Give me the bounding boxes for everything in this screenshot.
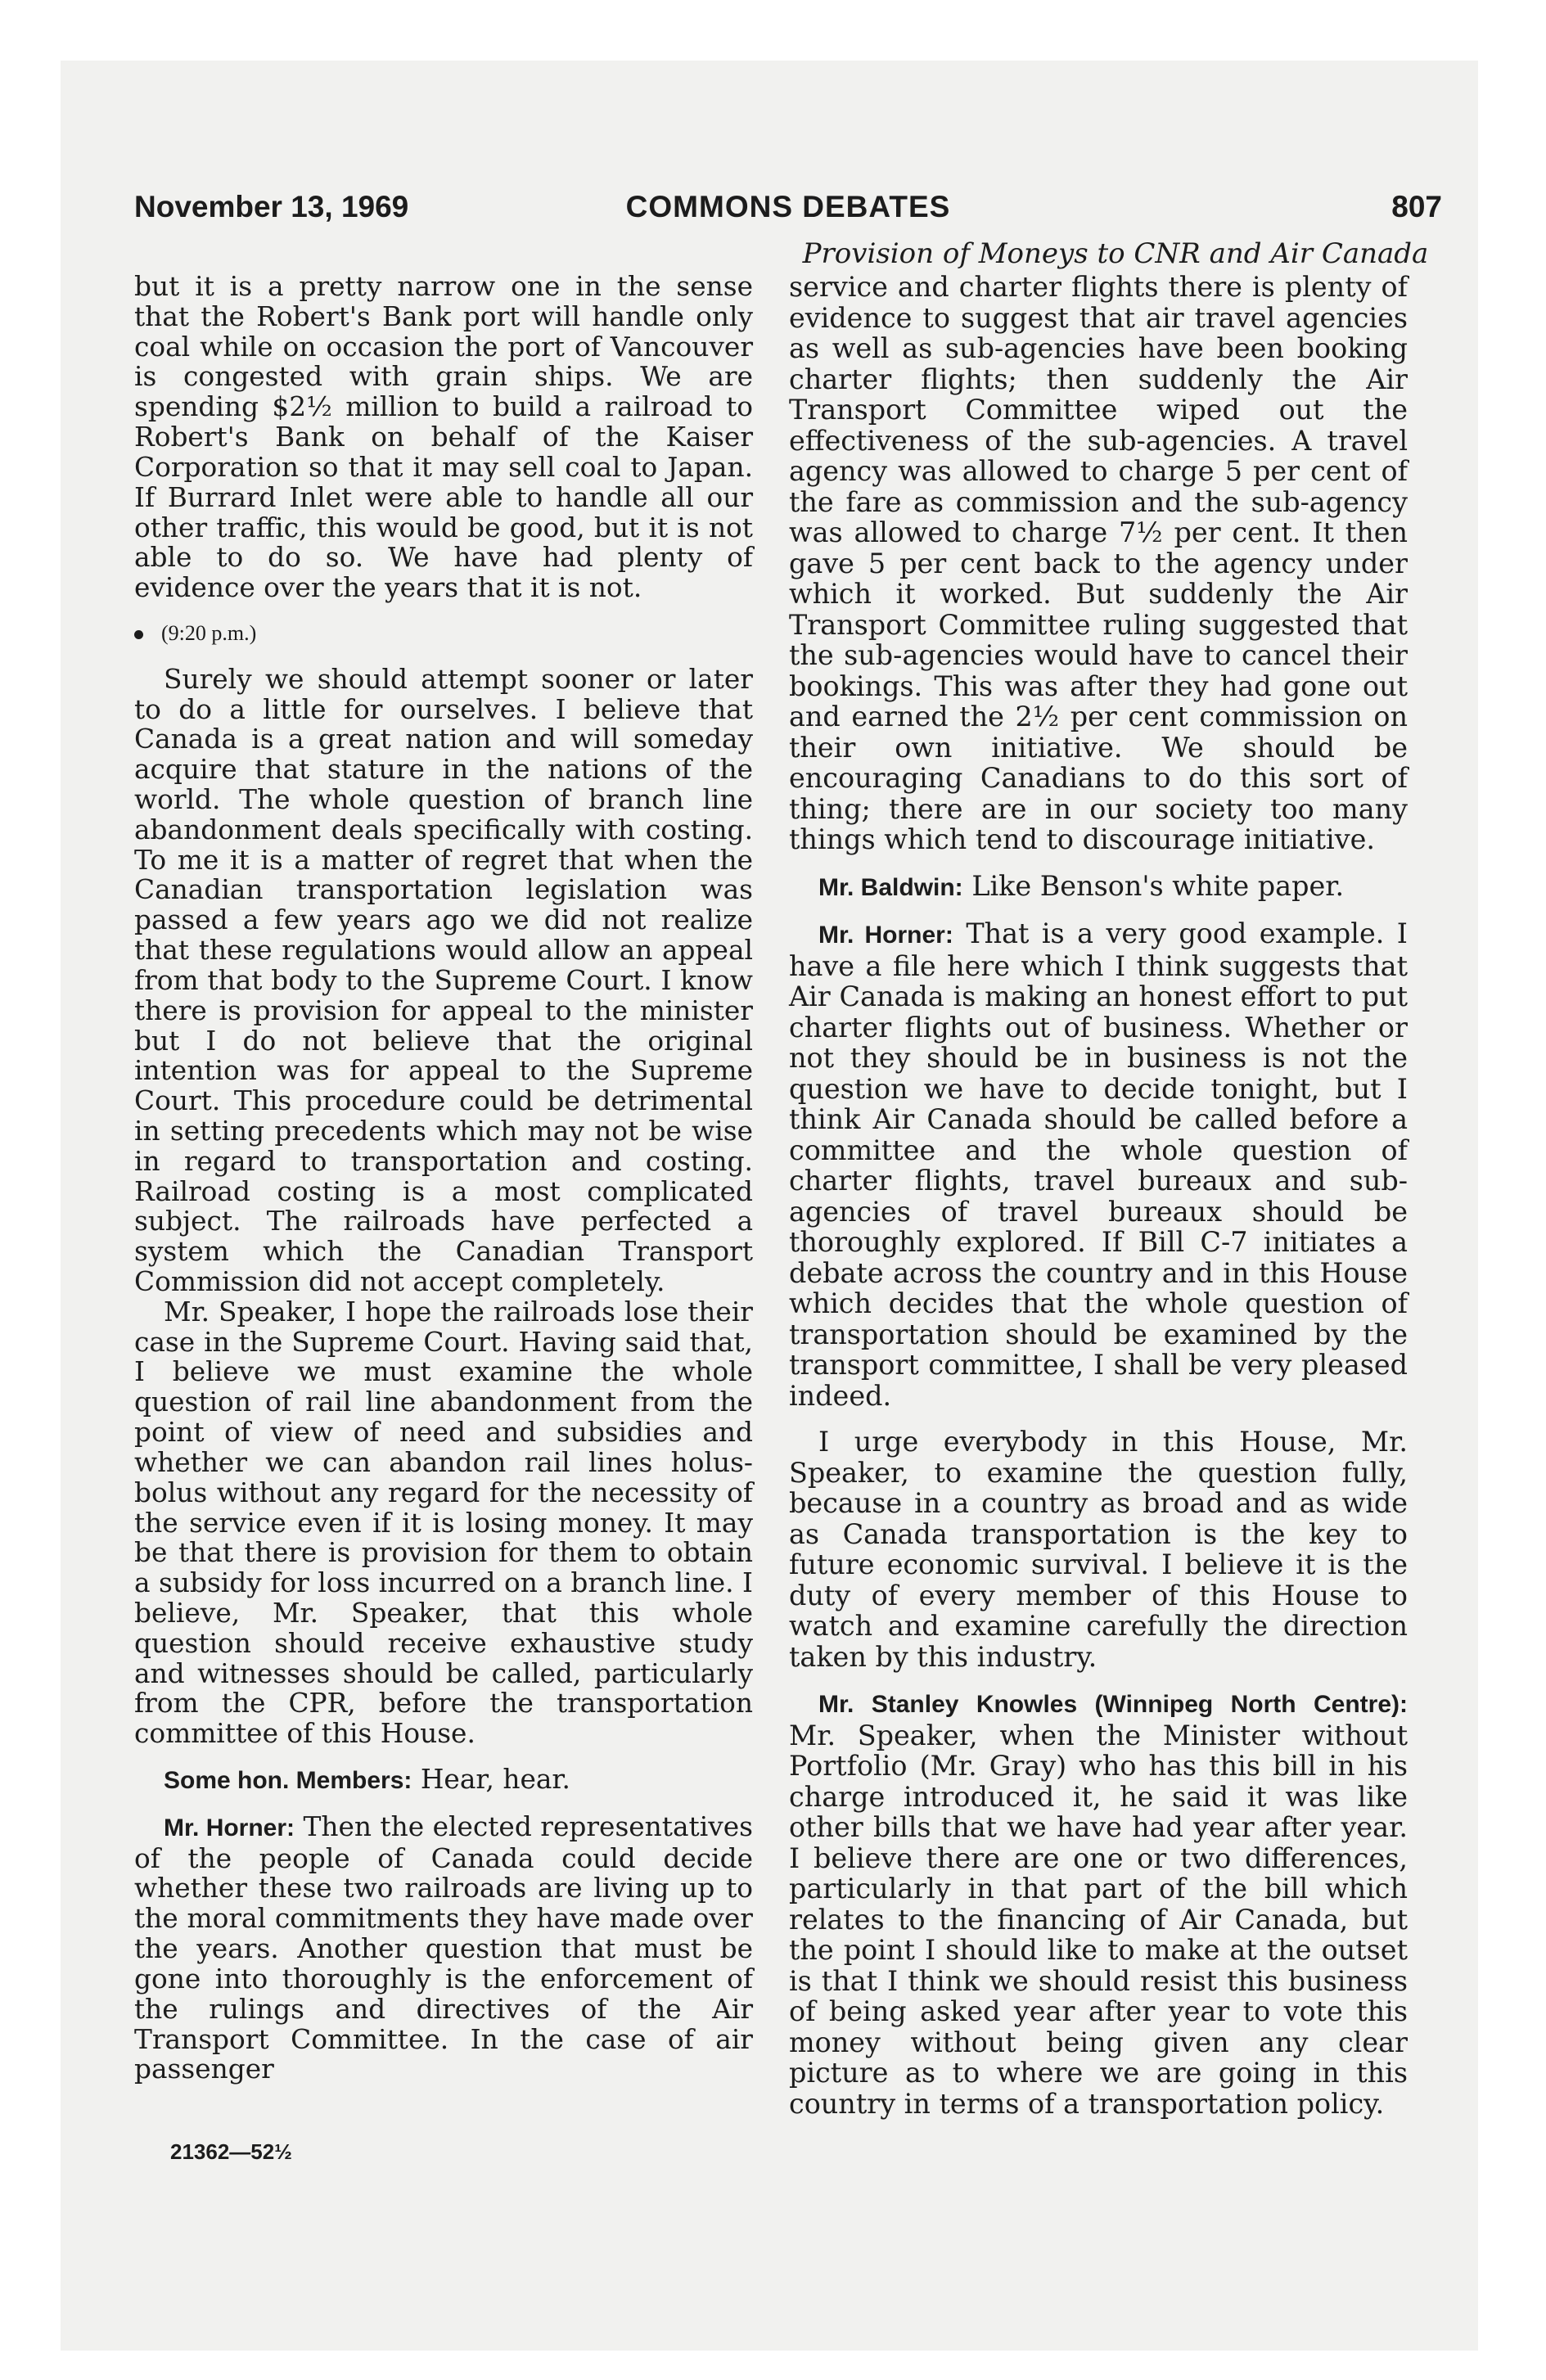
speaker-name: Some hon. Members: bbox=[164, 1767, 412, 1794]
speech-text: Hear, hear. bbox=[420, 1764, 570, 1795]
speaker-name: Mr. Baldwin: bbox=[818, 873, 963, 901]
running-head: Provision of Moneys to CNR and Air Canada bbox=[802, 237, 1429, 270]
footer-code: 21362—52½ bbox=[170, 2139, 292, 2164]
paragraph: Surely we should attempt sooner or later to do a little for ourselves. I believe that Canada is a great nation and will someday acquire that stature in the nations of the world. The whole question of branch line abandonment deals specifically with costing. To me it is a matter of regret that when the Canadian transportation legislation was passed a few years ago we did not realize that these regulations would allow an appeal from that body to the Supreme Court. I know there is provision for appeal to the minister but I do not believe that the original intention was for appeal to the Supreme Court. This procedure could be detrimental in setting precedents which may not be wise in regard to transportation and costing. Railroad costing is a most complicated subject. The railroads have perfected a system which the Canadian Transport Commission did not accept completely. bbox=[134, 663, 753, 1297]
page-number: 807 bbox=[1391, 190, 1442, 223]
speech bbox=[134, 1765, 753, 1796]
speaker-name: Mr. Horner: bbox=[818, 922, 953, 949]
speech bbox=[789, 1688, 1408, 2119]
speech-text: Like Benson's white paper. bbox=[971, 869, 1345, 902]
left-column bbox=[134, 272, 753, 2085]
paragraph: Mr. Speaker, I hope the railroads lose their case in the Supreme Court. Having said that, I believe we must examine the whole question of rail line abandonment from the point of view of need and subsidies and whether we can abandon rail lines holus-bolus without any regard for the necessity of the service even if it is losing money. It may be that there is provision for them to obtain a subsidy for loss incurred on a branch line. I believe, Mr. Speaker, that this whole question should receive exhaustive study and witnesses should be called, particularly from the CPR, before the transportation committee of this House. bbox=[134, 1296, 753, 1750]
speech-text: Then the elected representatives of the people of Canada could decide whether these two railroads are living up to the moral commitments they have made over the years. Another question that must be gone into thoroughly is the enforcement of the rulings and directives of the Air Transport Committee. In the case of air passenger bbox=[134, 1810, 753, 2085]
page-header bbox=[134, 190, 1442, 231]
paragraph: I urge everybody in this House, Mr. Speaker, to examine the question fully, because in a country as broad and as wide as Canada transportation is the key to future economic survival. I believe it is the duty of every member of this House to watch and examine carefully the direction taken by this industry. bbox=[789, 1426, 1408, 1673]
speech-text: Mr. Speaker, when the Minister without Portfolio (Mr. Gray) who has this bill in his charge introduced it, he said it was like other bills that we have had year after year. I believe there are one or two differences, particularly in that part of the bill which relates to the financing of Air Canada, but the point I should like to make at the outset is that I think we should resist this business of being asked year after year to vote this money without being given any clear picture as to where we are going in this country in terms of a transportation policy. bbox=[789, 1719, 1408, 2120]
time-marker-text: (9:20 p.m.) bbox=[161, 620, 257, 645]
right-column bbox=[789, 272, 1408, 2119]
paragraph: but it is a pretty narrow one in the sense that the Robert's Bank port will handle only coal while on occasion the port of Vancouver is congested with grain ships. We are spending $2½ million to build a railroad to Robert's Bank on behalf of the Kaiser Corporation so that it may sell coal to Japan. If Burrard Inlet were able to handle all our other traffic, this would be good, but it is not able to do so. We have had plenty of evidence over the years that it is not. bbox=[134, 271, 753, 604]
header-date: November 13, 1969 bbox=[134, 190, 409, 223]
header-title: COMMONS DEBATES bbox=[625, 190, 951, 223]
speaker-name: Mr. Stanley Knowles (Winnipeg North Centre): bbox=[818, 1691, 1408, 1718]
bullet-icon bbox=[134, 630, 143, 639]
speech bbox=[789, 871, 1408, 904]
speech bbox=[134, 1812, 753, 2085]
speech-text: That is a very good example. I have a file here which I think suggests that Air Canada is making an honest effort to put charter flights out of business. Whether or not they should be in business is not the question we have to decide tonight, but I think Air Canada should be called before a committee and the whole question of charter flights, travel bureaux and sub-agencies of travel bureaux should be thoroughly explored. If Bill C-7 initiates a debate across the country and in this House which decides that the whole question of transportation should be examined by the transport committee, I shall be very pleased indeed. bbox=[789, 917, 1408, 1412]
paragraph: service and charter flights there is plenty of evidence to suggest that air travel agencies as well as sub-agencies have been booking charter flights; then suddenly the Air Transport Committee wiped out the effectiveness of the sub-agencies. A travel agency was allowed to charge 5 per cent of the fare as commission and the sub-agency was allowed to charge 7½ per cent. It then gave 5 per cent back to the agency under which it worked. But suddenly the Air Transport Committee ruling suggested that the sub-agencies would have to cancel their bookings. This was after they had gone out and earned the 2½ per cent commission on their own initiative. We should be encouraging Canadians to do this sort of thing; there are in our society too many things which tend to discourage initiative. bbox=[789, 271, 1408, 855]
speech bbox=[789, 918, 1408, 1411]
speaker-name: Mr. Horner: bbox=[164, 1814, 295, 1841]
time-marker bbox=[134, 619, 753, 649]
